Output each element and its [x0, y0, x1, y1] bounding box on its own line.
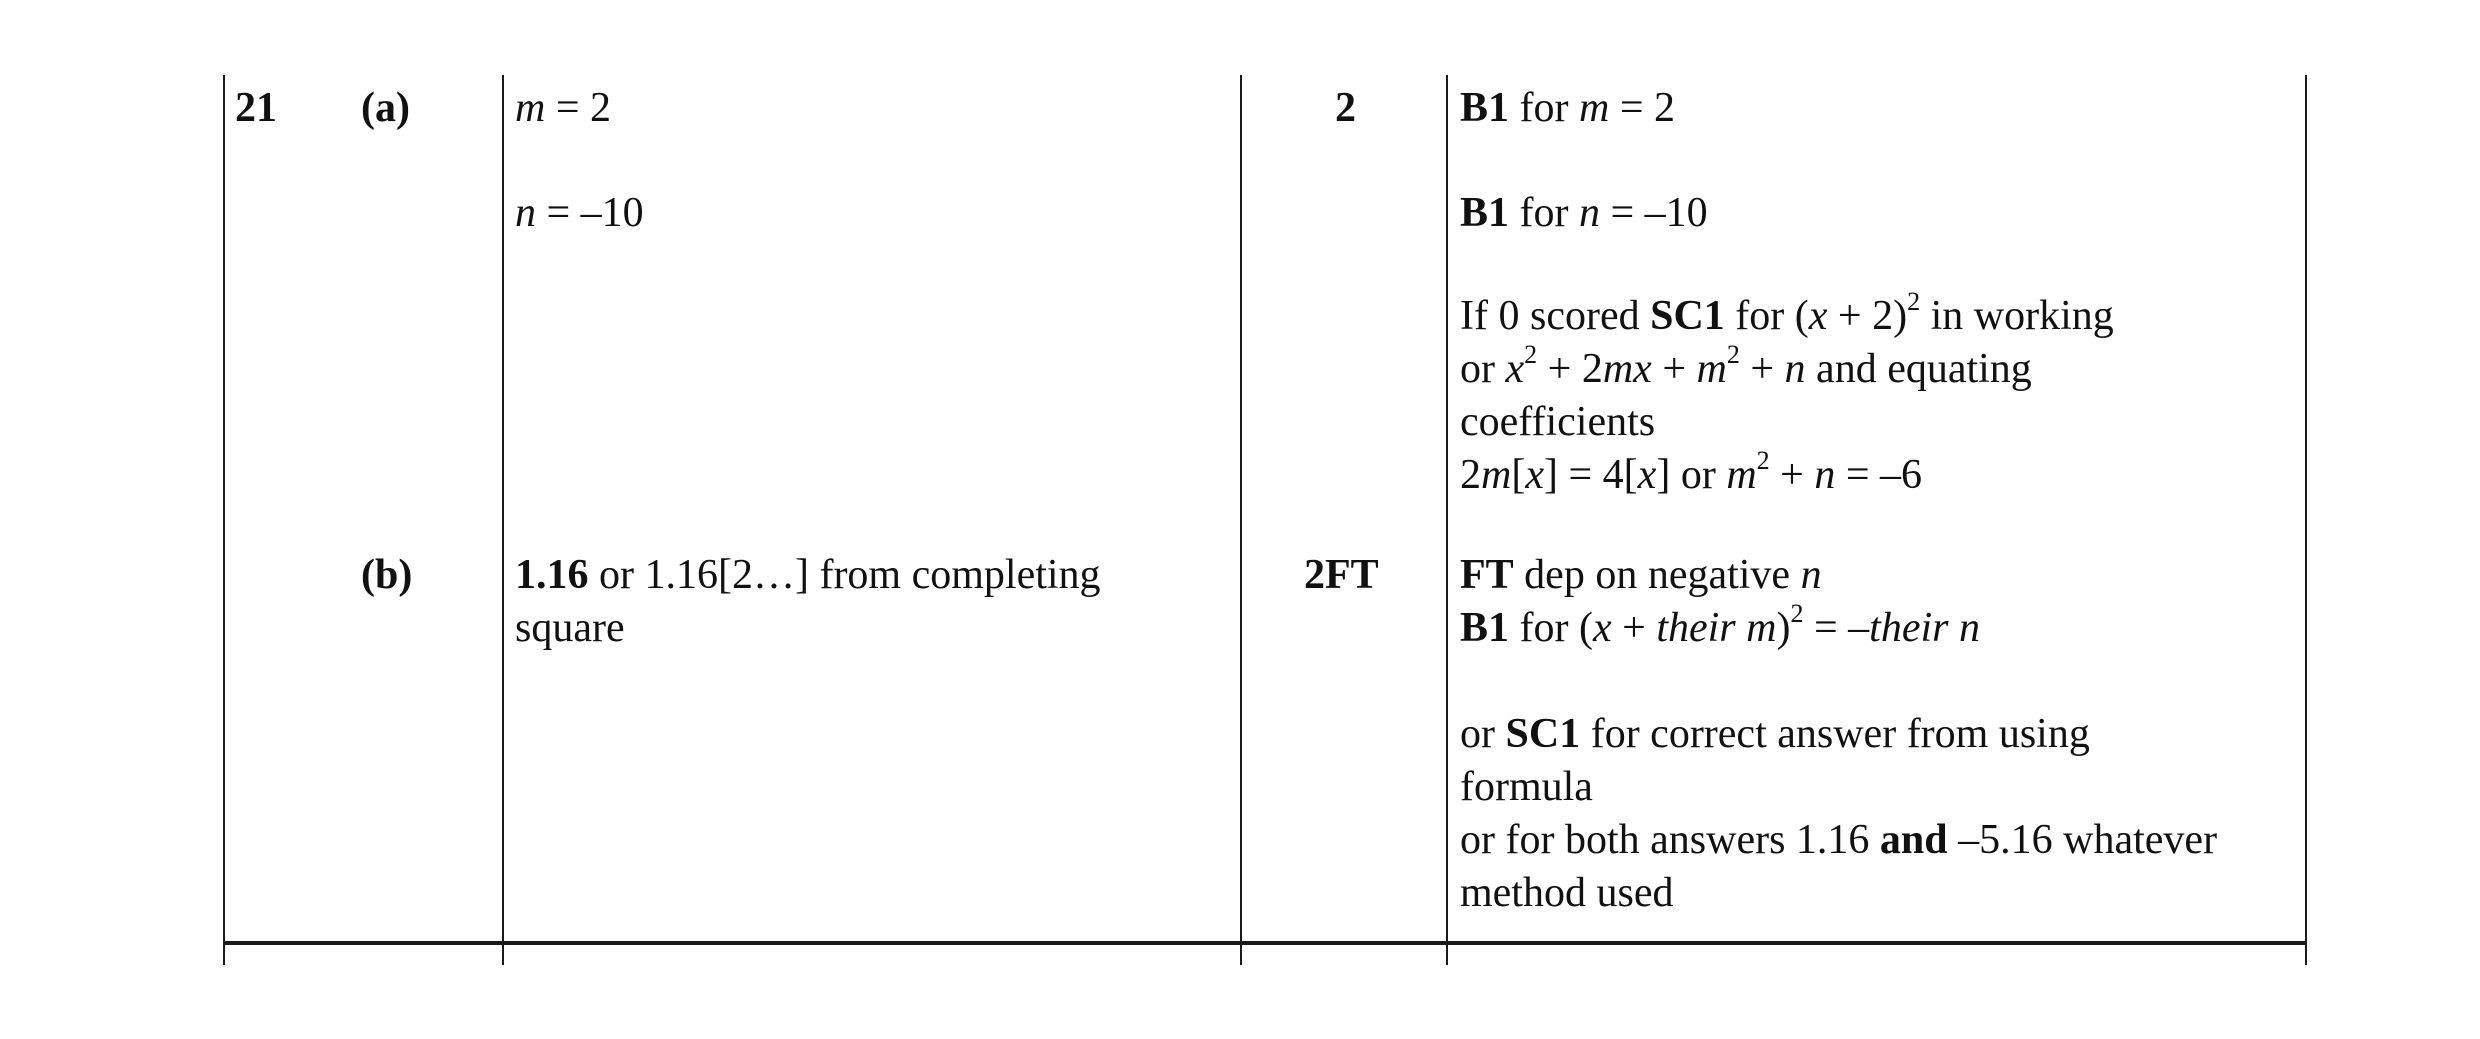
- answer-b-line2: square: [515, 605, 625, 651]
- guidance-b1-n: B1 for n = –10: [1460, 190, 1708, 236]
- column-rule-guidance: [1446, 75, 1448, 965]
- guidance-sc-line2: or $x^2 + 2mx + m^2 + n$ and equating: [1460, 340, 2032, 392]
- guidance-sc-line1: If 0 scored SC1 for $(x + 2)^2$ in working: [1460, 287, 2114, 339]
- row-bottom-rule: [223, 941, 2307, 945]
- column-rule-answer: [502, 75, 504, 965]
- guidance-sc-line3: coefficients: [1460, 399, 1656, 445]
- question-number: 21: [235, 85, 277, 131]
- column-rule-left: [223, 75, 225, 965]
- column-rule-right: [2305, 75, 2307, 965]
- guidance-both-line1: or for both answers 1.16 and –5.16 whatever: [1460, 817, 2218, 863]
- answer-n: n = –10: [515, 190, 644, 236]
- guidance-b1-m: B1 for m = 2: [1460, 85, 1676, 131]
- marks-b: 2FT: [1304, 552, 1379, 598]
- guidance-sc-line4: 2m[x] = 4[x] or $m^2 + n = -6$: [1460, 446, 1923, 498]
- column-rule-marks: [1240, 75, 1242, 965]
- answer-m: m = 2: [515, 85, 612, 131]
- guidance-both-line2: method used: [1460, 870, 1674, 916]
- marks-a: 2: [1335, 85, 1356, 131]
- guidance-b1-b: B1 for (x + their m)$^2$ = –their n: [1460, 599, 1980, 651]
- guidance-sc-b-line1: or SC1 for correct answer from using: [1460, 711, 2090, 757]
- part-b-label: (b): [361, 552, 413, 598]
- guidance-sc-b-line2: formula: [1460, 764, 1593, 810]
- part-a-label: (a): [361, 85, 410, 131]
- answer-b-line1: 1.16 or 1.16[2…] from completing: [515, 552, 1101, 598]
- guidance-ft: FT dep on negative n: [1460, 552, 1822, 598]
